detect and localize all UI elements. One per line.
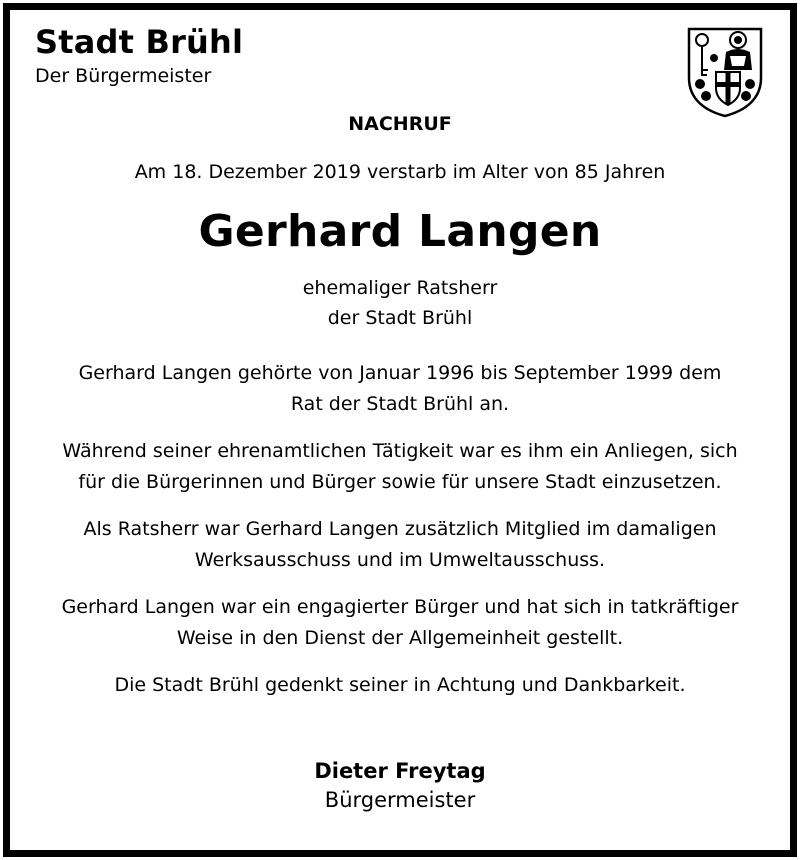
paragraph-line: Als Ratsherr war Gerhard Langen zusätzlich Mitglied im damaligen	[83, 518, 717, 540]
paragraph-line: für die Bürgerinnen und Bürger sowie für unsere Stadt einzusetzen.	[78, 471, 722, 493]
paragraph	[0, 436, 800, 498]
notice-heading: NACHRUF	[348, 113, 452, 135]
deceased-role	[0, 273, 800, 333]
paragraph-line: Während seiner ehrenamtlichen Tätigkeit war es ihm ein Anliegen, sich	[62, 440, 738, 462]
tribute-text	[0, 358, 800, 717]
signature-block	[0, 757, 800, 815]
signer-name: Dieter Freytag	[314, 759, 486, 783]
issuer-office: Der Bürgermeister	[35, 65, 212, 87]
deceased-name: Gerhard Langen	[198, 206, 602, 257]
paragraph	[0, 358, 800, 420]
death-announcement: Am 18. Dezember 2019 verstarb im Alter von 85 Jahren	[134, 161, 666, 183]
city-coat-of-arms-icon	[686, 26, 764, 118]
role-line: der Stadt Brühl	[327, 307, 473, 329]
paragraph-line: Die Stadt Brühl gedenkt seiner in Achtung und Dankbarkeit.	[114, 674, 686, 696]
issuer-block	[35, 24, 243, 88]
paragraph-line: Gerhard Langen war ein engagierter Bürger und hat sich in tatkräftiger	[61, 596, 739, 618]
cross-shield-icon	[716, 72, 740, 105]
signer-title: Bürgermeister	[324, 788, 476, 812]
role-line: ehemaliger Ratsherr	[302, 277, 498, 299]
paragraph	[0, 514, 800, 576]
paragraph	[0, 670, 800, 701]
paragraph-line: Weise in den Dienst der Allgemeinheit gestellt.	[176, 627, 624, 649]
paragraph	[0, 592, 800, 654]
paragraph-line: Werksausschuss und im Umweltausschuss.	[194, 549, 606, 571]
paragraph-line: Rat der Stadt Brühl an.	[290, 393, 510, 415]
paragraph-line: Gerhard Langen gehörte von Januar 1996 bis September 1999 dem	[78, 362, 722, 384]
issuer-name: Stadt Brühl	[35, 23, 244, 61]
